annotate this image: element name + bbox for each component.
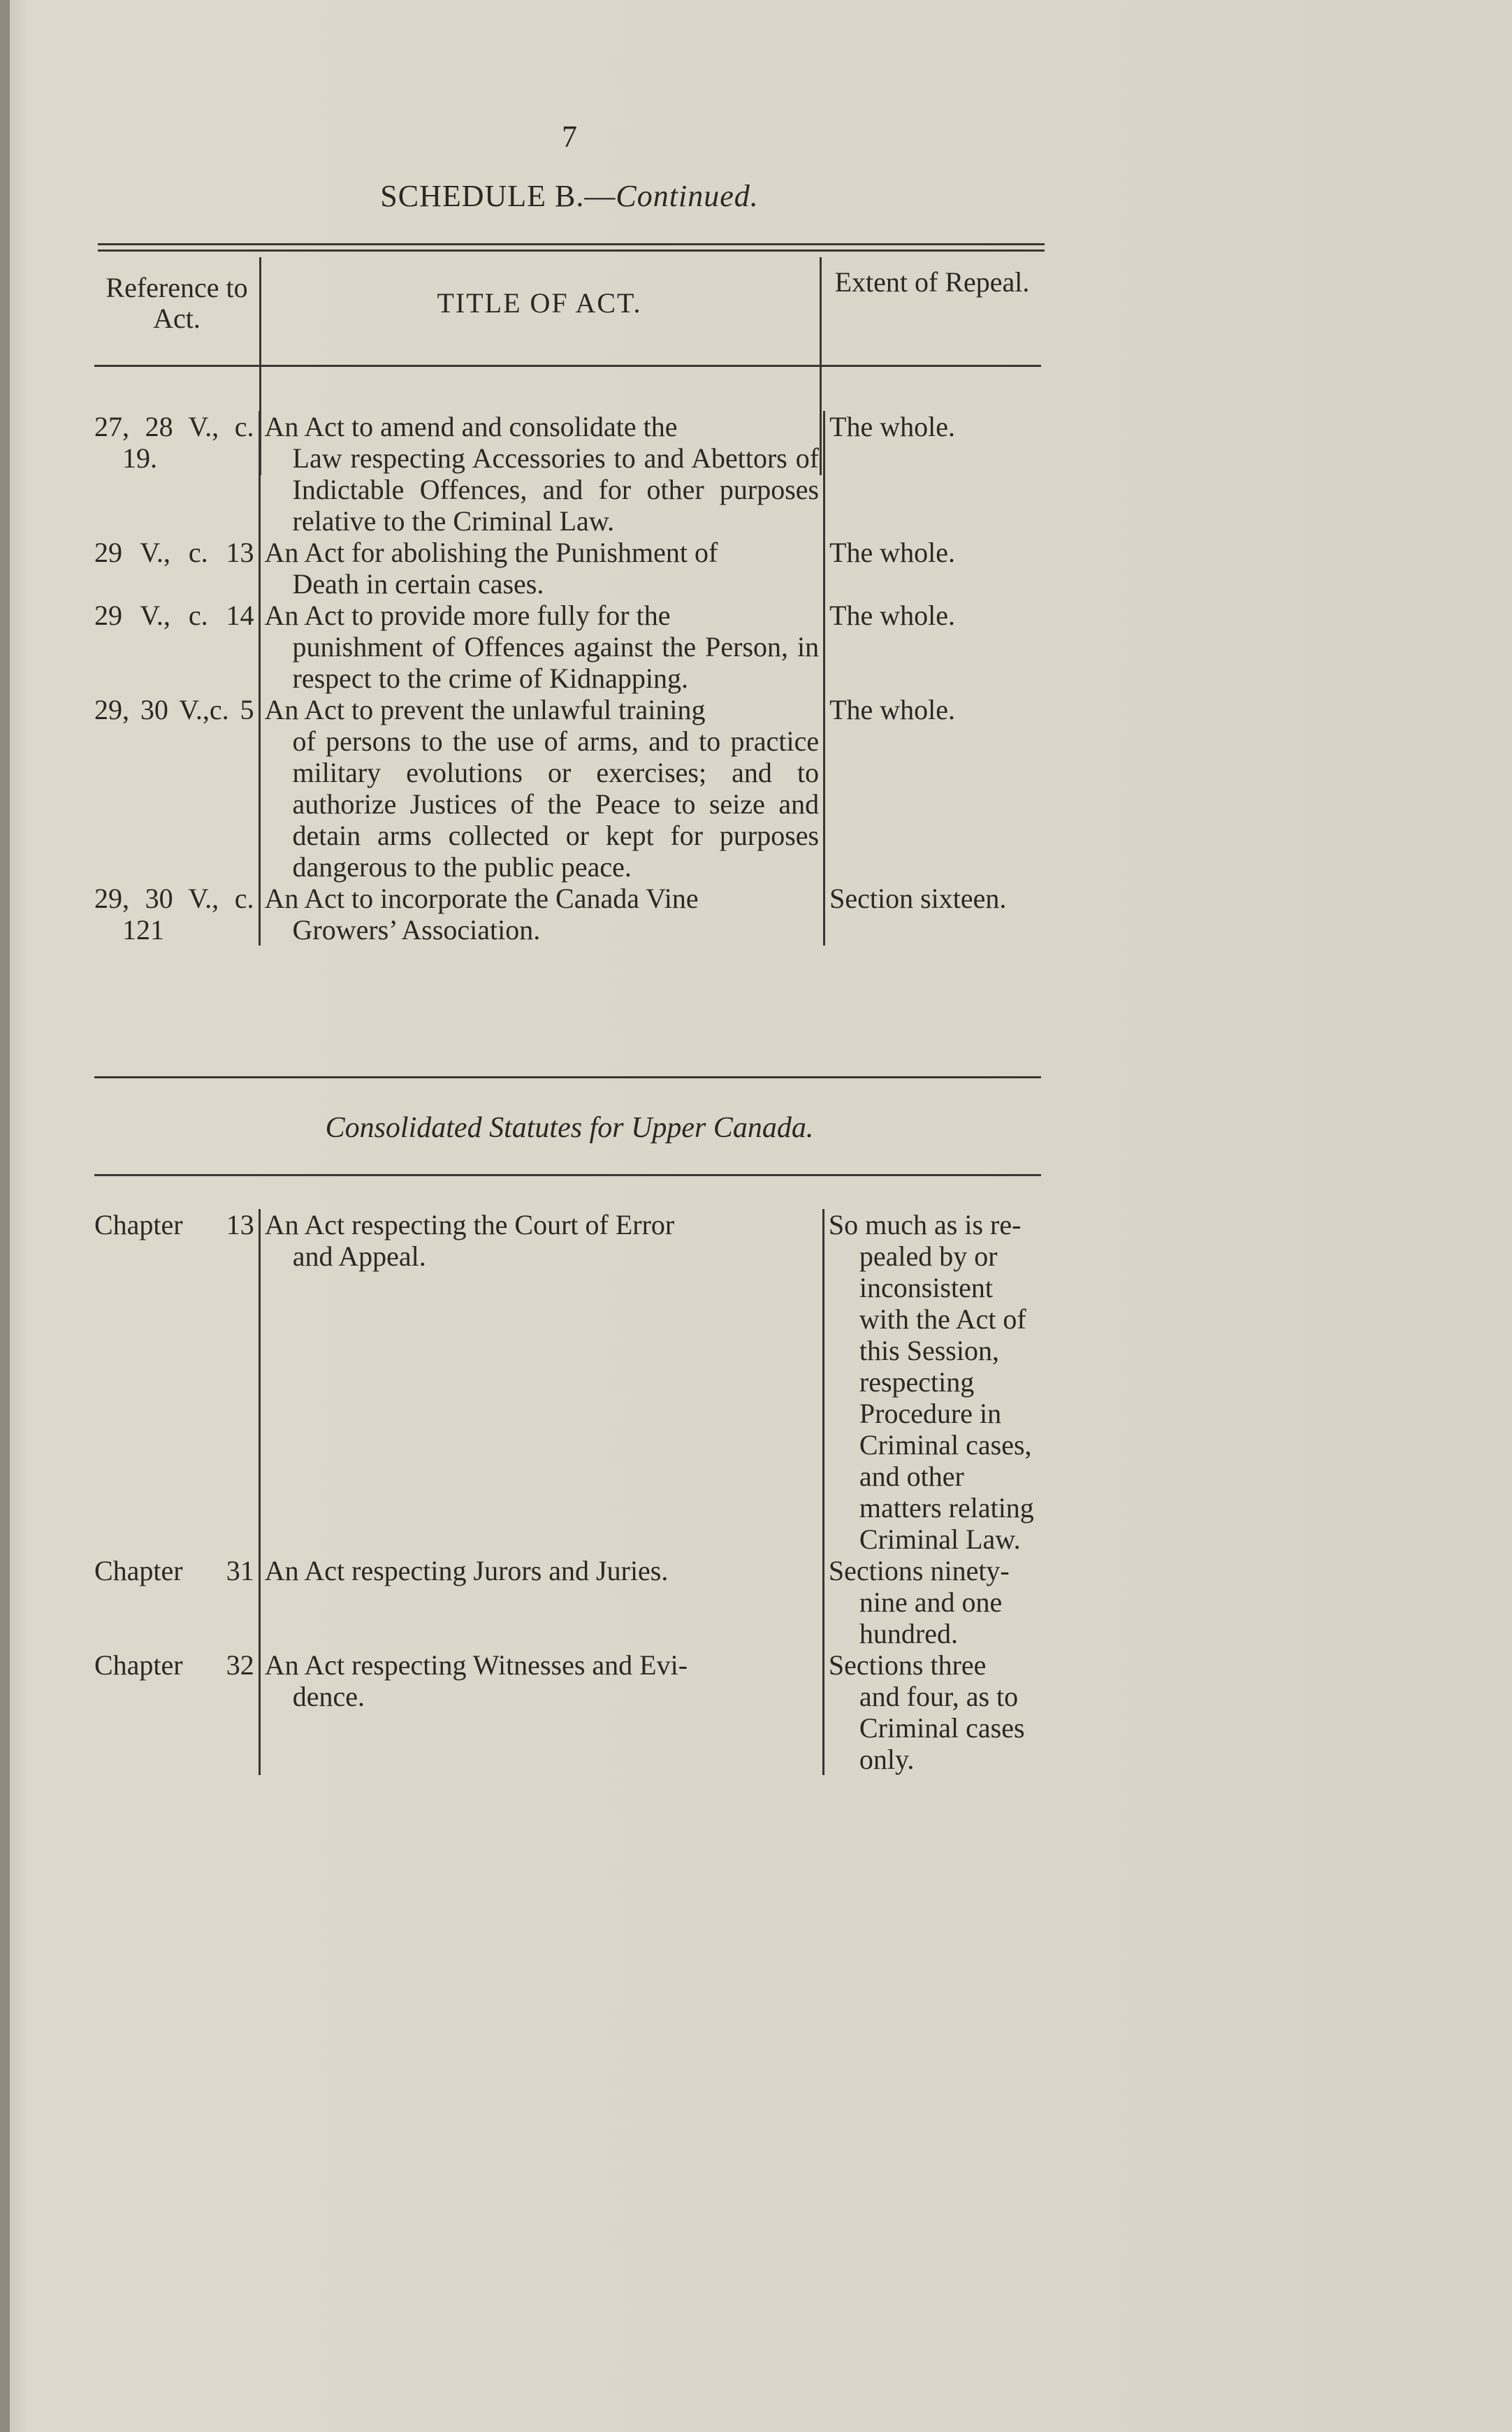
title-text-continued: Law respecting Accessories to and Abettors of Indictable Offences, and for other purposes relative to the Criminal Law. [292,442,820,537]
extent-text: The whole. [829,694,956,725]
table-row [94,1649,1045,1775]
title-text: An Act to incorporate the Canada Vine [264,883,699,914]
title-cell [259,537,824,600]
reference-text: 29, 30 V., c. [94,883,254,914]
table-row [94,1555,1045,1649]
section-title: Consolidated Statutes for Upper Canada. [325,1112,814,1144]
title-text-continued: of persons to the use of arms, and to practice military evolutions or exercises; and to authorize Justices of the Peace to seize and detain arms collected or kept for purposes dangerous to the public peace. [292,725,820,883]
extent-text: The whole. [829,537,956,568]
reference-cell [94,694,259,883]
extent-cell [824,537,1045,600]
extent-text: Sections ninety- [828,1555,1010,1586]
extent-cell [824,411,1045,537]
extent-text-continued: and four, as to Criminal cases only. [859,1681,1025,1775]
reference-text: 29 V., c. 14 [94,600,254,631]
title-text: An Act respecting the Court of Error [264,1209,675,1240]
title-text: An Act to provide more fully for the [264,600,671,631]
title-text-continued: punishment of Offences against the Person, in respect to the crime of Kidnapping. [292,631,820,694]
column-header-title: TITLE OF ACT. [437,287,642,319]
reference-text: Chapter 32 [94,1649,254,1681]
title-cell [259,411,824,537]
title-text: An Act to prevent the unlawful training [264,694,706,725]
title-cell [259,883,824,946]
title-text: An Act respecting Witnesses and Evi- [264,1649,688,1681]
title-text-continued: and Appeal. [292,1240,426,1272]
extent-text-continued: pealed by or inconsistent with the Act of this Session, respecting Procedure in Criminal cases, and other matters relating Criminal Law. [859,1240,1034,1555]
extent-cell [823,1209,1045,1555]
lower-table-top-rule [94,1174,1041,1176]
reference-cell [94,1649,259,1775]
page-binding-edge [0,0,10,2432]
table-row [94,411,1045,537]
schedule-heading [94,178,1045,214]
extent-cell [824,600,1045,694]
page-number: 7 [562,120,577,154]
extent-cell [824,694,1045,883]
extent-text: Section sixteen. [829,883,1007,914]
table-row [94,600,1045,694]
table-row [94,694,1045,883]
schedule-table-upper [94,411,1045,946]
reference-cell [94,1209,259,1555]
table-row [94,883,1045,946]
extent-cell [824,883,1045,946]
reference-cell [94,1555,259,1649]
extent-cell [823,1555,1045,1649]
schedule-heading-main: SCHEDULE B.— [380,179,616,213]
reference-text: Chapter 31 [94,1555,254,1586]
reference-text: 29 V., c. 13 [94,537,254,568]
extent-text: The whole. [829,600,956,631]
extent-cell [823,1649,1045,1775]
reference-cell [94,537,259,600]
title-text-continued: dence. [292,1681,365,1712]
extent-text: The whole. [829,411,956,442]
title-text: An Act for abolishing the Punishment of [264,537,718,568]
schedule-table-lower [94,1209,1045,1775]
table-row [94,537,1045,600]
schedule-heading-continued: Continued. [616,179,759,213]
reference-text-continued: 121 [122,914,164,946]
extent-text: Sections three [828,1649,987,1681]
reference-cell [94,600,259,694]
reference-cell [94,411,259,537]
title-text: An Act respecting Jurors and Juries. [264,1555,669,1586]
extent-text: So much as is re- [828,1209,1022,1240]
title-cell [259,600,824,694]
upper-table-bottom-rule [94,1076,1041,1078]
title-cell [259,1209,823,1555]
title-cell [259,1555,823,1649]
reference-text: Chapter 13 [94,1209,254,1240]
title-text: An Act to amend and consolidate the [264,411,678,442]
reference-text: 27, 28 V., c. [94,411,254,442]
header-top-double-rule [98,243,1045,252]
column-header-reference: Reference to Act. [106,272,248,334]
reference-cell [94,883,259,946]
reference-text-continued: 19. [122,442,157,474]
column-header-extent: Extent of Repeal. [834,266,1030,298]
table-row [94,1209,1045,1555]
reference-text: 29, 30 V.,c. 5 [94,694,254,725]
header-bottom-rule [94,365,1041,367]
title-text-continued: Death in certain cases. [292,568,544,600]
title-text-continued: Growers’ Association. [292,914,541,946]
extent-text-continued: nine and one hundred. [859,1586,1003,1649]
title-cell [259,694,824,883]
title-cell [259,1649,823,1775]
